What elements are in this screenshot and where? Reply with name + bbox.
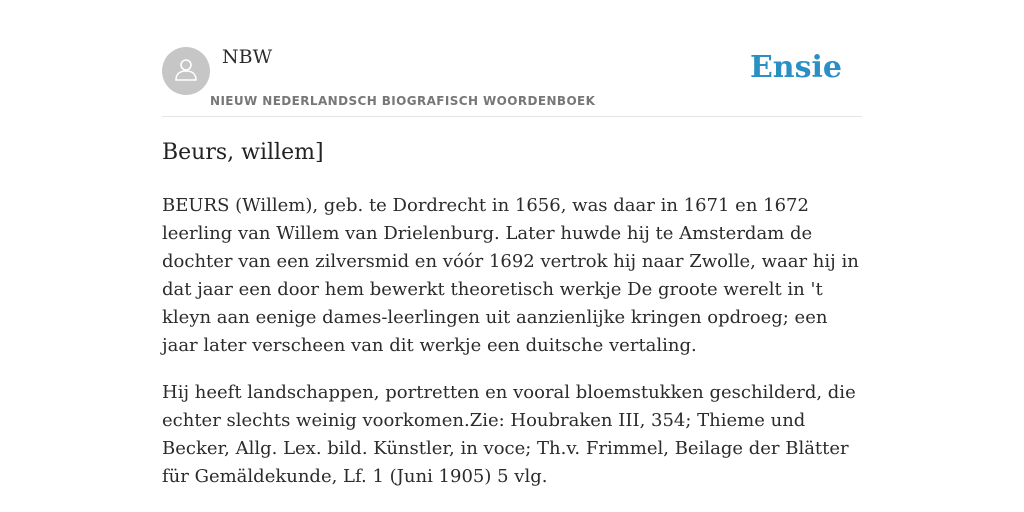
header	[162, 0, 862, 117]
page-title: Beurs, willem]	[162, 140, 324, 165]
brand-logo[interactable]: Ensie	[749, 50, 842, 85]
avatar[interactable]	[162, 47, 210, 95]
user-icon	[172, 55, 200, 88]
article-paragraph: Hij heeft landschappen, portretten en vooral bloemstukken geschilderd, die echter slechts weinig voorkomen.Zie: Houbraken III, 354; Thieme und Becker, Allg. Lex. bild. Künstler, in voce; Th.v. Frimmel, Beilage der Blätter für Gemäldekunde, Lf. 1 (Juni 1905) 5 vlg.	[162, 382, 856, 487]
article-paragraph: BEURS (Willem), geb. te Dordrecht in 1656, was daar in 1671 en 1672 leerling van Willem van Drielenburg. Later huwde hij te Amsterdam de dochter van een zilversmid en vóór 1692 vertrok hij naar Zwolle, waar hij in dat jaar een door hem bewerkt theoretisch werkje De groote werelt in 't kleyn aan eenige dames-leerlingen uit aanzienlijke kringen opdroeg; een jaar later verscheen van dit werkje een duitsche vertaling.	[162, 195, 859, 356]
author-name[interactable]: NBW	[222, 46, 273, 68]
publication-name[interactable]: NIEUW NEDERLANDSCH BIOGRAFISCH WOORDENBOEK	[210, 94, 596, 108]
